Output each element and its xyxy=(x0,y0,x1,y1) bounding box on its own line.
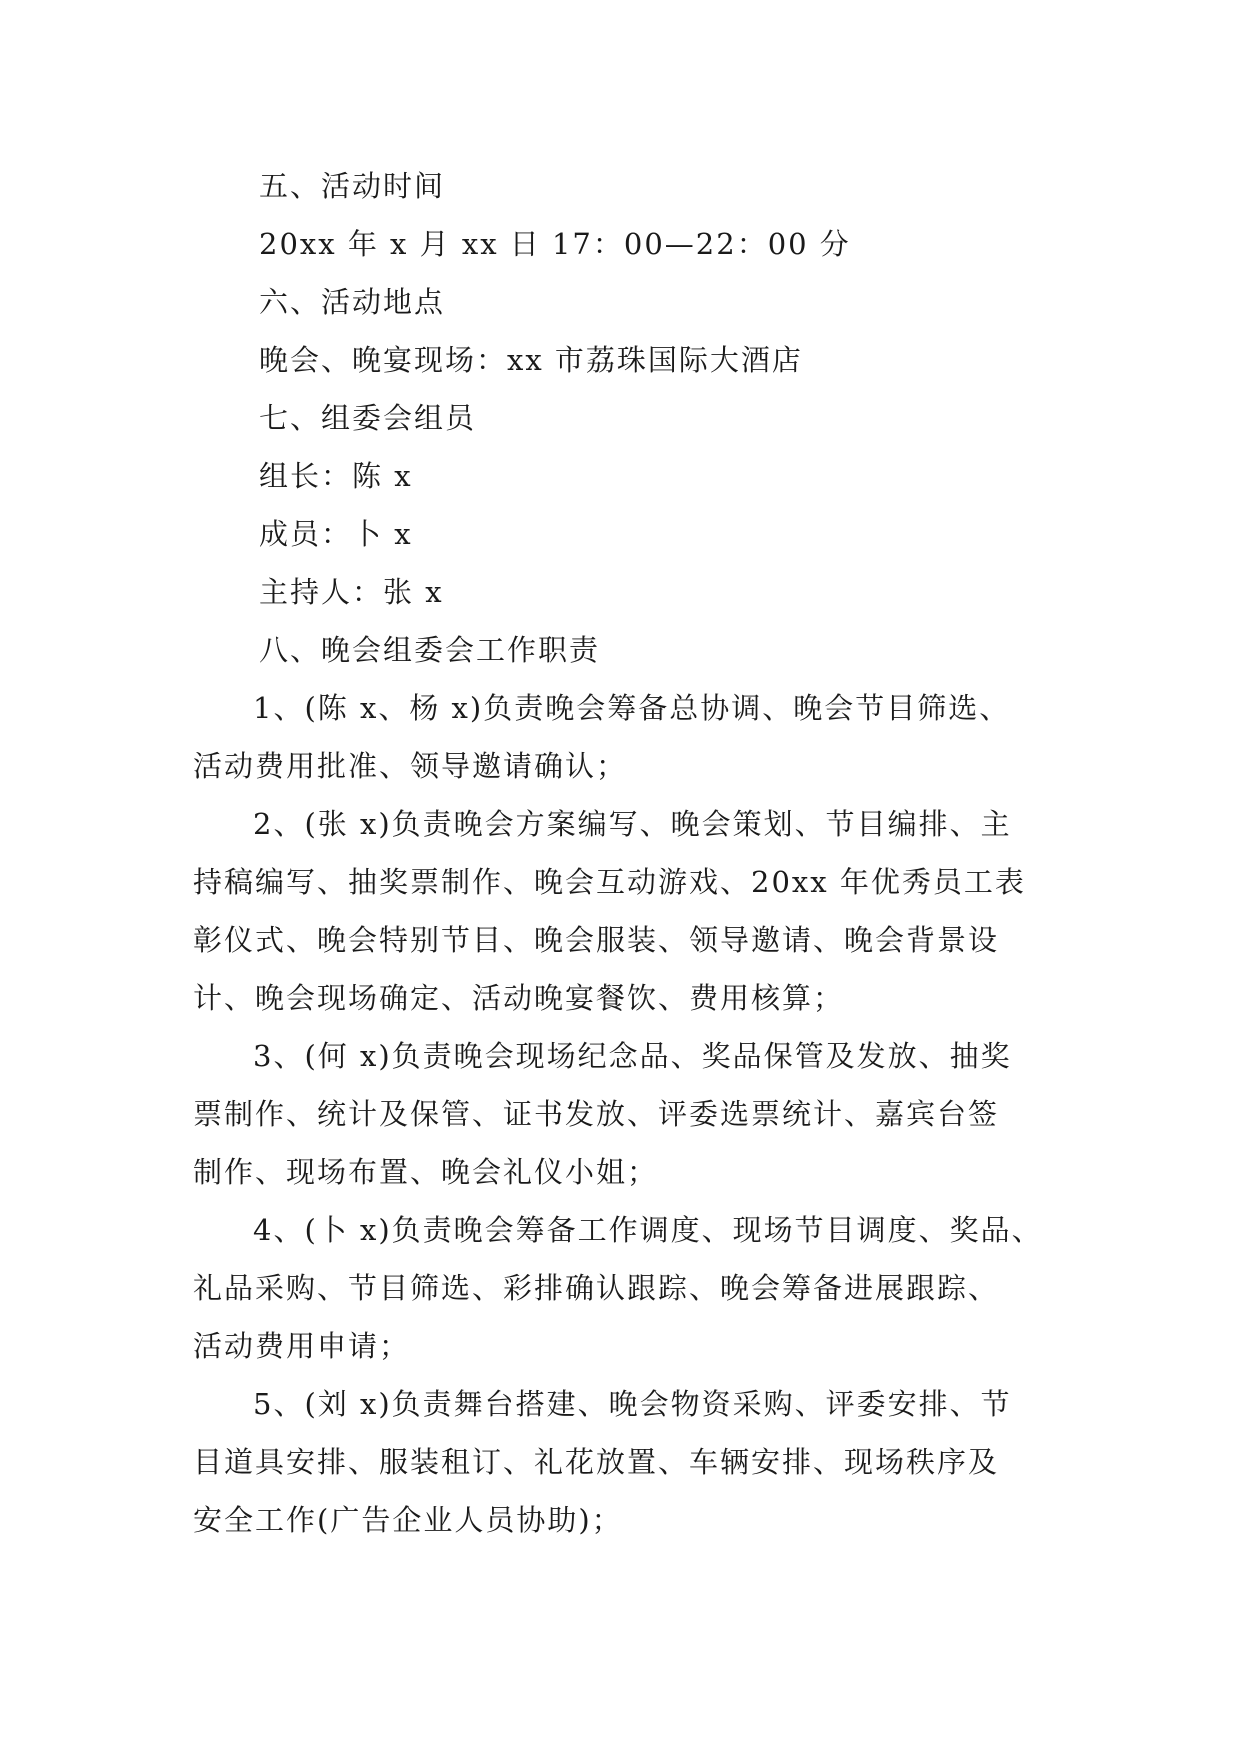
duty-paragraph-4 xyxy=(193,1201,1083,1375)
document-body xyxy=(193,157,1083,1549)
activity-time-text: 20xx 年 x 月 xx 日 17：00—22：00 分 xyxy=(259,227,851,261)
paragraph-line: 制作、现场布置、晚会礼仪小姐； xyxy=(193,1155,659,1189)
section-heading-location: 六、活动地点 xyxy=(259,285,446,319)
committee-host-text: 主持人：张 x xyxy=(259,575,444,609)
paragraph-line: 1、(陈 x、杨 x)负责晚会筹备总协调、晚会节目筛选、 xyxy=(253,691,1011,725)
paragraph-line: 活动费用批准、领导邀请确认； xyxy=(193,749,628,783)
duty-paragraph-1 xyxy=(193,679,1083,795)
paragraph-line: 计、晚会现场确定、活动晚宴餐饮、费用核算； xyxy=(193,981,845,1015)
paragraph-line: 彰仪式、晚会特别节目、晚会服装、领导邀请、晚会背景设 xyxy=(193,923,1000,957)
paragraph-line: 礼品采购、节目筛选、彩排确认跟踪、晚会筹备进展跟踪、 xyxy=(193,1271,1000,1305)
activity-location-text: 晚会、晚宴现场：xx 市荔珠国际大酒店 xyxy=(259,343,803,377)
paragraph-line: 安全工作(广告企业人员协助)； xyxy=(193,1503,623,1537)
committee-leader-text: 组长：陈 x xyxy=(259,459,413,493)
paragraph-line: 活动费用申请； xyxy=(193,1329,411,1363)
paragraph-line: 2、(张 x)负责晚会方案编写、晚会策划、节目编排、主 xyxy=(253,807,1012,841)
paragraph-line: 4、(卜 x)负责晚会筹备工作调度、现场节目调度、奖品、 xyxy=(253,1213,1043,1247)
section-heading-committee: 七、组委会组员 xyxy=(259,401,477,435)
paragraph-line: 5、(刘 x)负责舞台搭建、晚会物资采购、评委安排、节 xyxy=(253,1387,1012,1421)
section-heading-duties: 八、晚会组委会工作职责 xyxy=(259,633,601,667)
paragraph-line: 票制作、统计及保管、证书发放、评委选票统计、嘉宾台签 xyxy=(193,1097,1000,1131)
paragraph-line: 目道具安排、服装租订、礼花放置、车辆安排、现场秩序及 xyxy=(193,1445,1000,1479)
paragraph-line: 持稿编写、抽奖票制作、晚会互动游戏、20xx 年优秀员工表 xyxy=(193,865,1026,899)
section-heading-time: 五、活动时间 xyxy=(259,169,446,203)
committee-member-text: 成员：卜 x xyxy=(259,517,413,551)
duty-paragraph-2 xyxy=(193,795,1083,1027)
paragraph-line: 3、(何 x)负责晚会现场纪念品、奖品保管及发放、抽奖 xyxy=(253,1039,1012,1073)
duty-paragraph-3 xyxy=(193,1027,1083,1201)
duty-paragraph-5 xyxy=(193,1375,1083,1549)
